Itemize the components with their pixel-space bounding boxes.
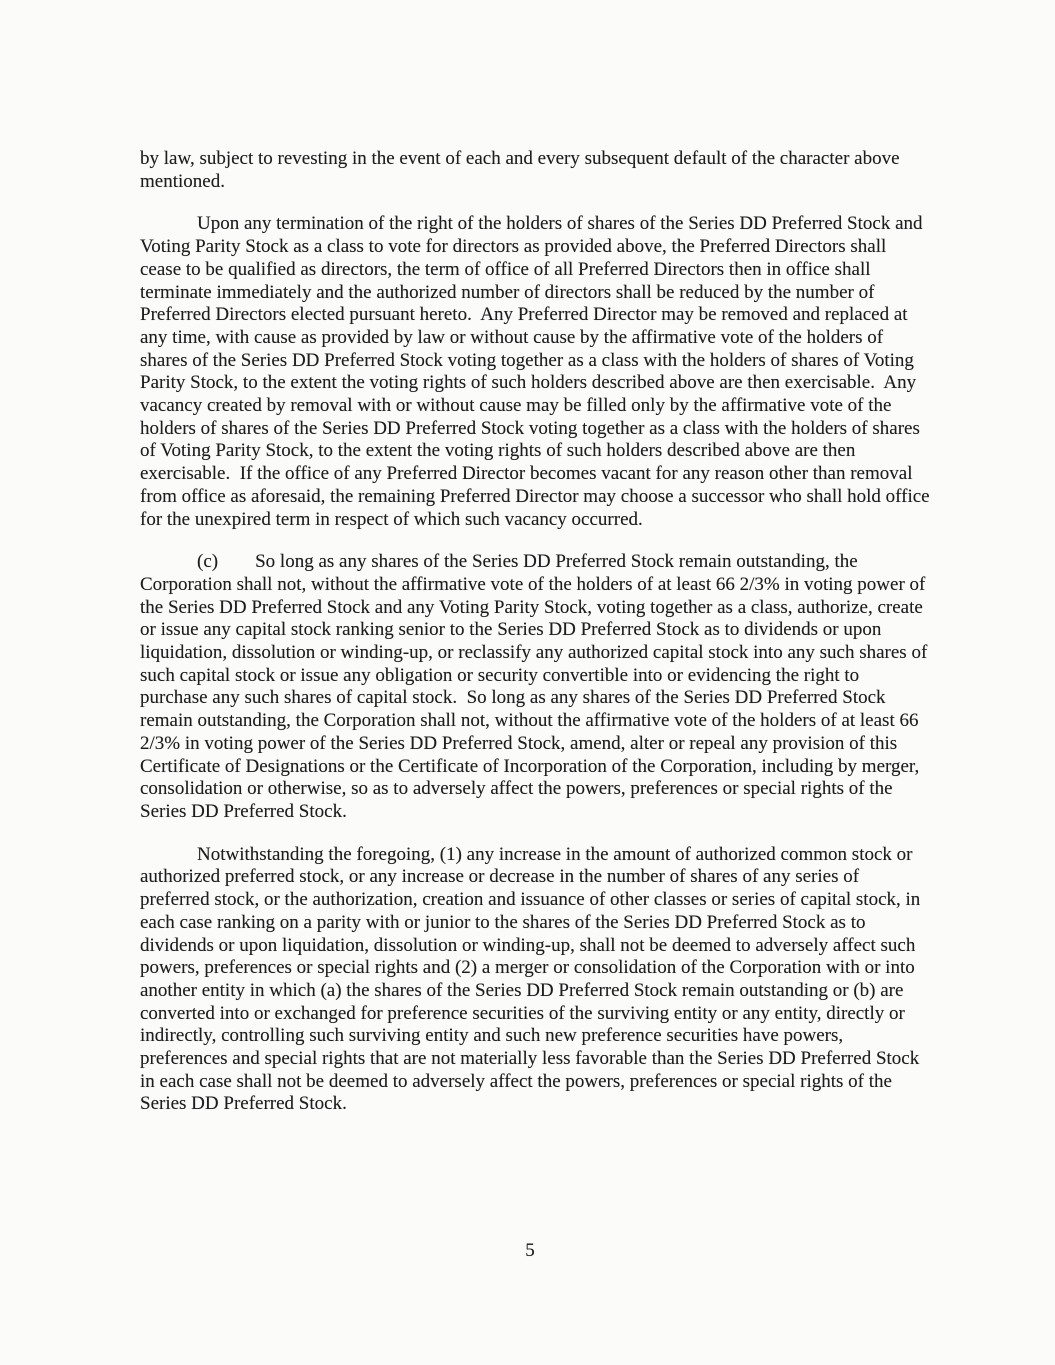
clause-c-text: So long as any shares of the Series DD Preferred Stock remain outstanding, the Corporation shall not, without the affirmative vote of the holders of at least 66 2/3% in voting power of the Series DD Preferred Stock and any Voting Parity Stock, voting together as a class, authorize, create or issue any capital stock ranking senior to the Series DD Preferred Stock as to dividends or upon liquidation, dissolution or winding-up, or reclassify any authorized capital stock into any such shares of such capital stock or issue any obligation or security convertible into or evidencing the right to purchase any such shares of capital stock. So long as any shares of the Series DD Preferred Stock remain outstanding, the Corporation shall not, without the affirmative vote of the holders of at least 66 2/3% in voting power of the Series DD Preferred Stock, amend, alter or repeal any provision of this Certificate of Designations or the Certificate of Incorporation of the Corporation, including by merger, consolidation or otherwise, so as to adversely affect the powers, preferences or special rights of the Series DD Preferred Stock. — [140, 551, 933, 822]
document-body — [140, 148, 935, 1136]
paragraph-clause-c — [140, 551, 933, 823]
paragraph-termination-of-voting-rights: Upon any termination of the right of the holders of shares of the Series DD Preferred Stock and Voting Parity Stock as a class to vote for directors as provided above, the Preferred Directors shall cease to be qualified as directors, the term of office of all Preferred Directors then in office shall terminate immediately and the authorized number of directors shall be reduced by the number of Preferred Directors elected pursuant hereto. Any Preferred Director may be removed and replaced at any time, with cause as provided by law or without cause by the affirmative vote of the holders of shares of the Series DD Preferred Stock voting together as a class with the holders of shares of Voting Parity Stock, to the extent the voting rights of such holders described above are then exercisable. Any vacancy created by removal with or without cause may be filled only by the affirmative vote of the holders of shares of the Series DD Preferred Stock voting together as a class with the holders of shares of Voting Parity Stock, to the extent the voting rights of such holders described above are then exercisable. If the office of any Preferred Director becomes vacant for any reason other than removal from office as aforesaid, the remaining Preferred Director may choose a successor who shall hold office for the unexpired term in respect of which such vacancy occurred. — [140, 213, 935, 530]
paragraph-notwithstanding: Notwithstanding the foregoing, (1) any increase in the amount of authorized common stock or authorized preferred stock, or any increase or decrease in the number of shares of any series of preferred stock, or the authorization, creation and issuance of other classes or series of capital stock, in each case ranking on a parity with or junior to the shares of the Series DD Preferred Stock as to dividends or upon liquidation, dissolution or winding-up, shall not be deemed to adversely affect such powers, preferences or special rights and (2) a merger or consolidation of the Corporation with or into another entity in which (a) the shares of the Series DD Preferred Stock remain outstanding or (b) are converted into or exchanged for preference securities of the surviving entity or any entity, directly or indirectly, controlling such surviving entity and such new preference securities have powers, preferences and special rights that are not materially less favorable than the Series DD Preferred Stock in each case shall not be deemed to adversely affect the powers, preferences or special rights of the Series DD Preferred Stock. — [140, 843, 926, 1115]
clause-c-label: (c) — [197, 551, 219, 573]
paragraph-continuation: by law, subject to revesting in the event of each and every subsequent default of the character above mentioned. — [140, 148, 905, 192]
page-number: 5 — [525, 1240, 535, 1261]
